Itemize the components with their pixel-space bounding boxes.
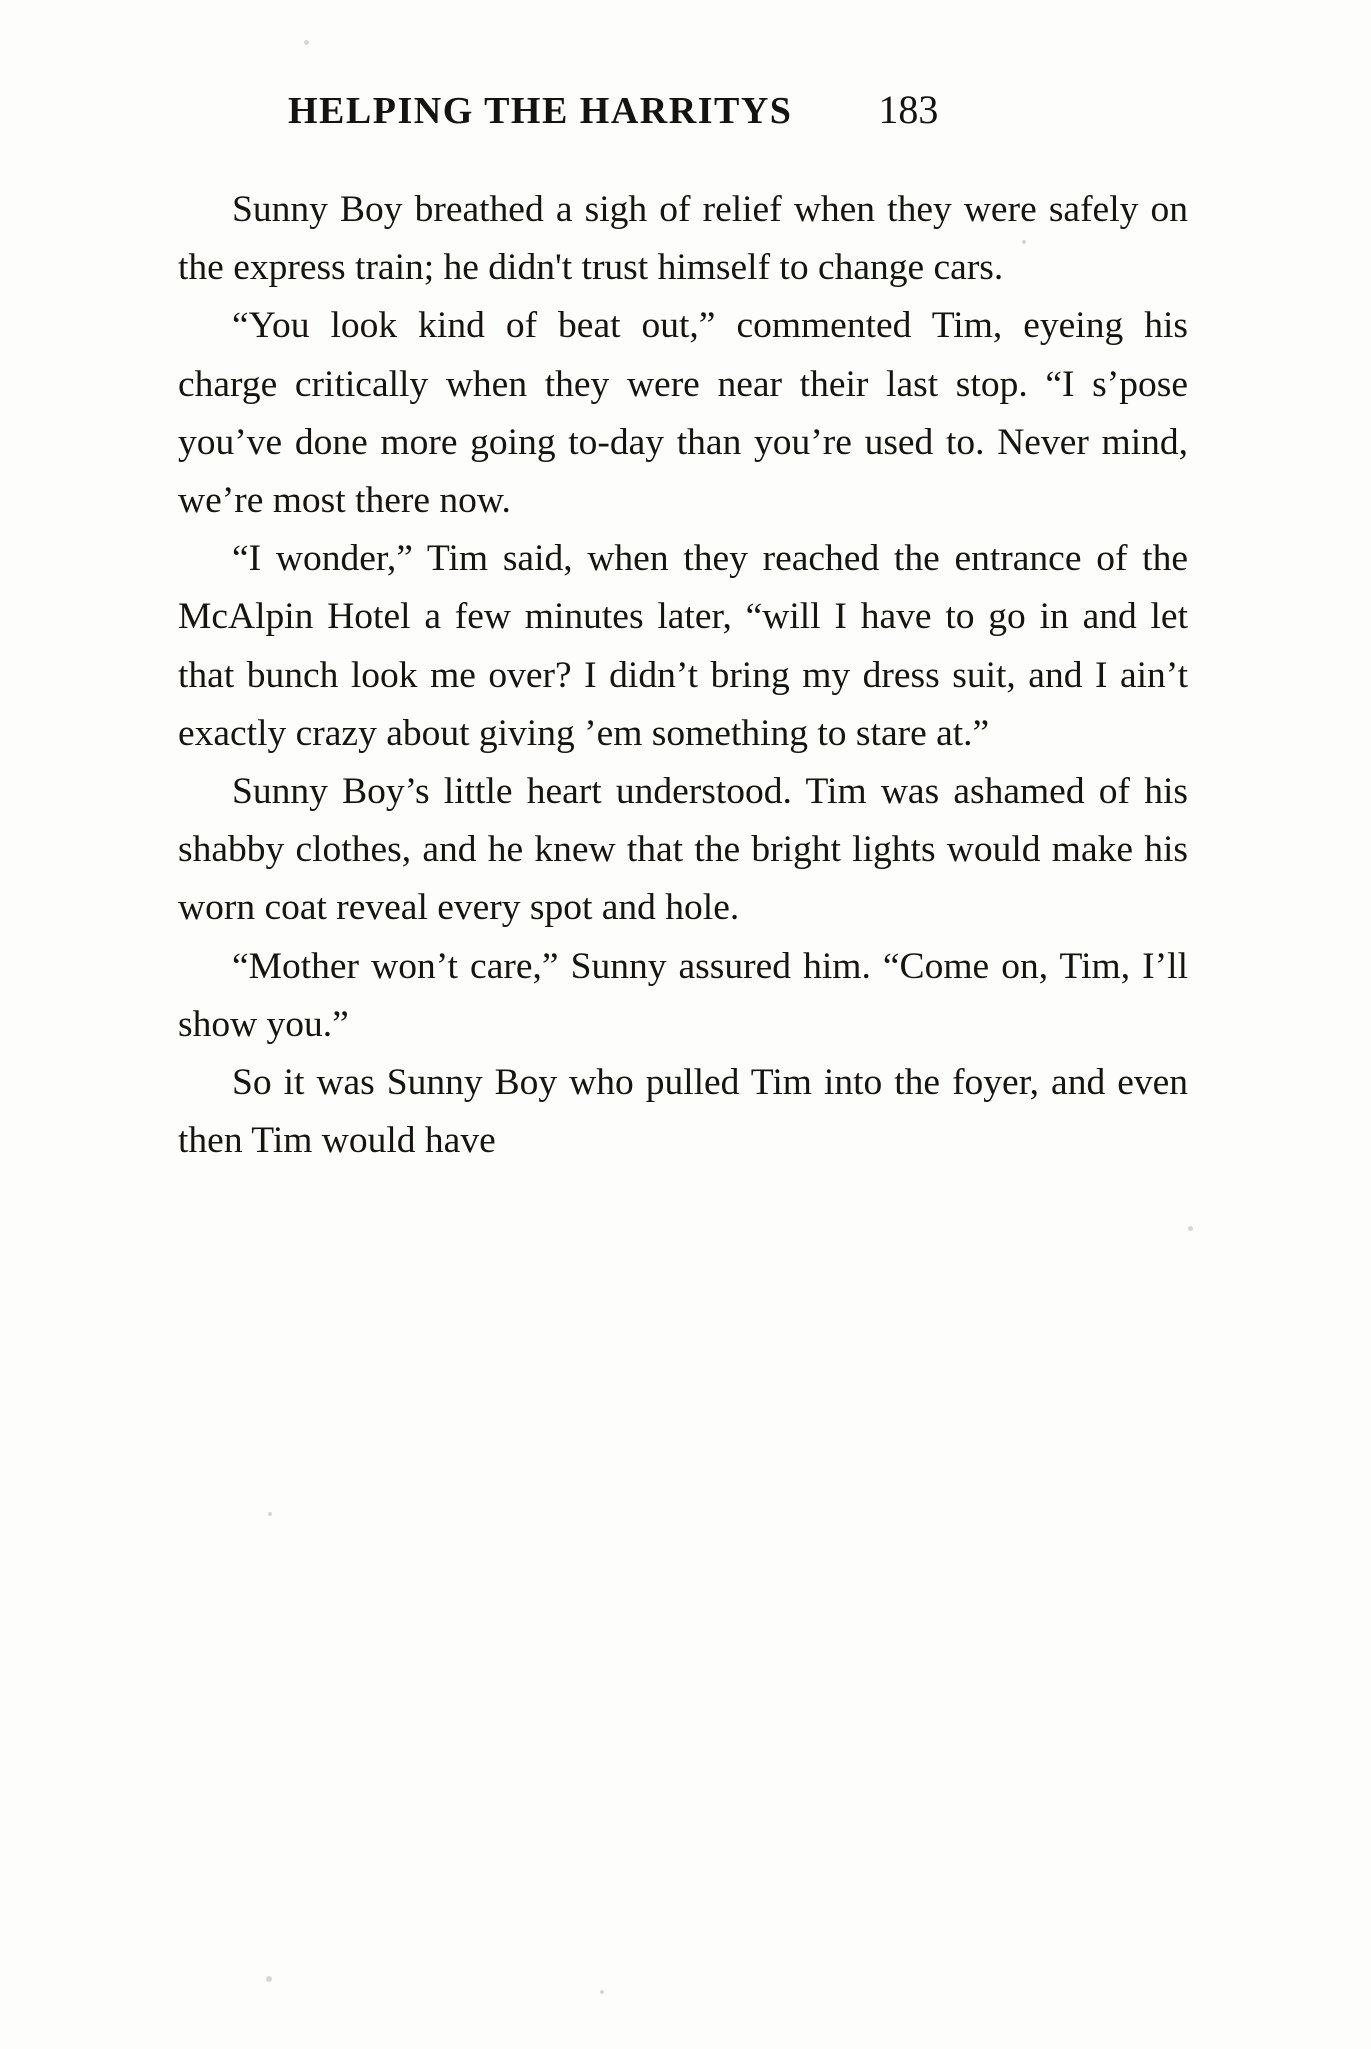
page-content <box>178 86 1188 1170</box>
page-speck <box>304 40 309 45</box>
page-title: HELPING THE HARRITYS <box>288 90 793 132</box>
running-head <box>178 86 1188 133</box>
page-speck <box>266 1976 272 1982</box>
paragraph: “I wonder,” Tim said, when they reached the entrance of the McAlpin Hotel a few minutes later, “will I have to go in and let that bunch look me over? I didn’t bring my dress suit, and I ain’t exactly crazy about giving ’em something to stare at.” <box>178 538 1188 754</box>
paragraph: Sunny Boy’s little heart understood. Tim was ashamed of his shabby clothes, and he knew that the bright lights would make his worn coat reveal every spot and hole. <box>178 771 1188 929</box>
paragraph: “You look kind of beat out,” commented Tim, eyeing his charge critically when they were near their last stop. “I s’pose you’ve done more going to-day than you’re used to. Never mind, we’re most there now. <box>178 305 1188 522</box>
paragraph: “Mother won’t care,” Sunny assured him. “Come on, Tim, I’ll show you.” <box>178 945 1188 1045</box>
page-speck <box>600 1990 604 1994</box>
paragraph: So it was Sunny Boy who pulled Tim into the foyer, and even then Tim would have <box>178 1062 1188 1162</box>
paragraph: Sunny Boy breathed a sigh of relief when they were safely on the express train; he didn't trust himself to change cars. <box>178 189 1188 289</box>
page-speck <box>1188 1226 1193 1231</box>
page-number: 183 <box>878 87 939 132</box>
body-text <box>178 181 1188 1170</box>
page-speck <box>268 1512 272 1516</box>
